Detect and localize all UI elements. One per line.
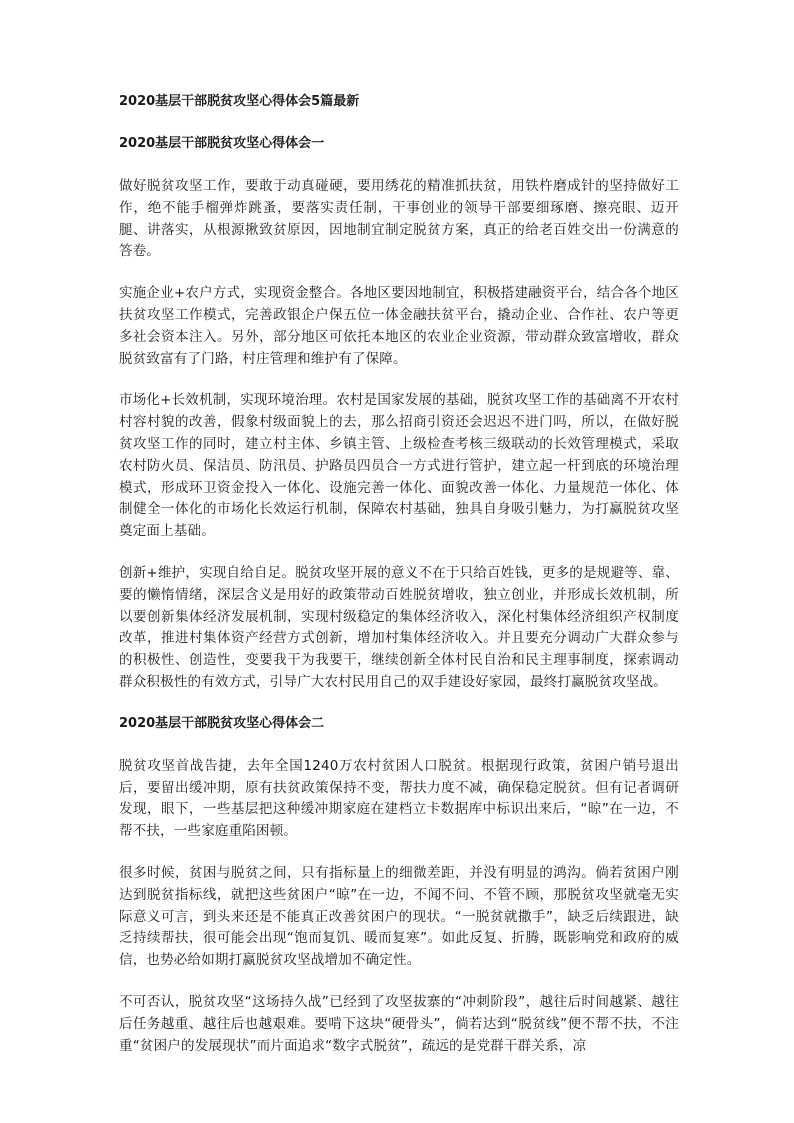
document-title: 2020基层干部脱贫攻坚心得体会5篇最新 bbox=[119, 94, 360, 109]
paragraph: 不可否认，脱贫攻坚“这场持久战”已经到了攻坚拔寨的“冲刺阶段”，越往后时间越紧、越往后任务越重、越往后也越艰难。要啃下这块“硬骨头”，倘若达到“脱贫线”便不帮不扶，不注重“贫困户的发展现状”而片面追求“数字式脱贫”，疏远的是党群干群关系，凉 bbox=[119, 993, 679, 1054]
paragraph: 很多时候，贫困与脱贫之间，只有指标量上的细微差距，并没有明显的鸿沟。倘若贫困户刚达到脱贫指标线，就把这些贫困户“晾”在一边，不闻不问、不管不顾，那脱贫攻坚就毫无实际意义可言，到头来还是不能真正改善贫困户的现状。“一脱贫就撒手”，缺乏后续跟进，缺乏持续帮扶，很可能会出现“饱而复饥、暖而复寒”。如此反复、折腾，既影响党和政府的威信，也势必给如期打赢脱贫攻坚战增加不确定性。 bbox=[119, 864, 679, 969]
section-one bbox=[119, 134, 679, 694]
paragraph: 实施企业+农户方式，实现资金整合。各地区要因地制宜，积极搭建融资平台，结合各个地区扶贫攻坚工作模式，完善政银企户保五位一体金融扶贫平台，撬动企业、合作社、农户等更多社会资本注入。另外，部分地区可依托本地区的农业企业资源，带动群众致富增收，群众脱贫致富有了门路，村庄管理和维护有了保障。 bbox=[119, 285, 679, 367]
section-two bbox=[119, 714, 679, 1058]
paragraph: 市场化+长效机制，实现环境治理。农村是国家发展的基础，脱贫攻坚工作的基础离不开农村村容村貌的改善，假象村级面貌上的去，那么招商引资还会迟迟不进门吗，所以，在做好脱贫攻坚工作的同时，建立村主体、乡镇主管、上级检查考核三级联动的长效管理模式，采取农村防火员、保洁员、防汛员、护路员四员合一方式进行管护，建立起一杆到底的环境治理模式，形成环卫资金投入一体化、设施完善一体化、面貌改善一体化、力量规范一体化、体制健全一体化的市场化长效运行机制，保障农村基础，独具自身吸引魅力，为打赢脱贫攻坚奠定面上基础。 bbox=[119, 392, 679, 540]
document-page bbox=[119, 92, 679, 1077]
section-heading: 2020基层干部脱贫攻坚心得体会一 bbox=[119, 136, 325, 151]
paragraph: 脱贫攻坚首战告捷，去年全国1240万农村贫困人口脱贫。根据现行政策，贫困户销号退出后，要留出缓冲期，原有扶贫政策保持不变，帮扶力度不减，确保稳定脱贫。但有记者调研发现，眼下，一些基层把这种缓冲期家庭在建档立卡数据库中标识出来后，“晾”在一边，不帮不扶，一些家庭重陷困顿。 bbox=[119, 757, 679, 840]
section-heading: 2020基层干部脱贫攻坚心得体会二 bbox=[119, 715, 325, 731]
paragraph: 创新+维护，实现自给自足。脱贫攻坚开展的意义不在于只给百姓钱，更多的是规避等、靠、要的懒惰情绪，深层含义是用好的政策带动百姓脱贫增收，独立创业，并形成长效机制，所以要创新集体经济发展机制，实现村级稳定的集体经济收入，深化村集体经济组织产权制度改革，推进村集体资产经营方式创新，增加村集体经济收入。并且要充分调动广大群众参与的积极性、创造性，变要我干为我要干，继续创新全体村民自治和民主理事制度，探索调动群众积极性的有效方式，引导广大农村民用自己的双手建设好家园，最终打赢脱贫攻坚战。 bbox=[119, 564, 679, 690]
paragraph: 做好脱贫攻坚工作，要敢于动真碰硬，要用绣花的精准抓扶贫，用铁杵磨成针的坚持做好工作，绝不能手榴弹炸跳蚤，要落实责任制，干事创业的领导干部要细琢磨、擦亮眼、迈开腿、讲落实，从根源揪致贫原因，因地制宜制定脱贫方案，真正的给老百姓交出一份满意的答卷。 bbox=[119, 178, 679, 260]
